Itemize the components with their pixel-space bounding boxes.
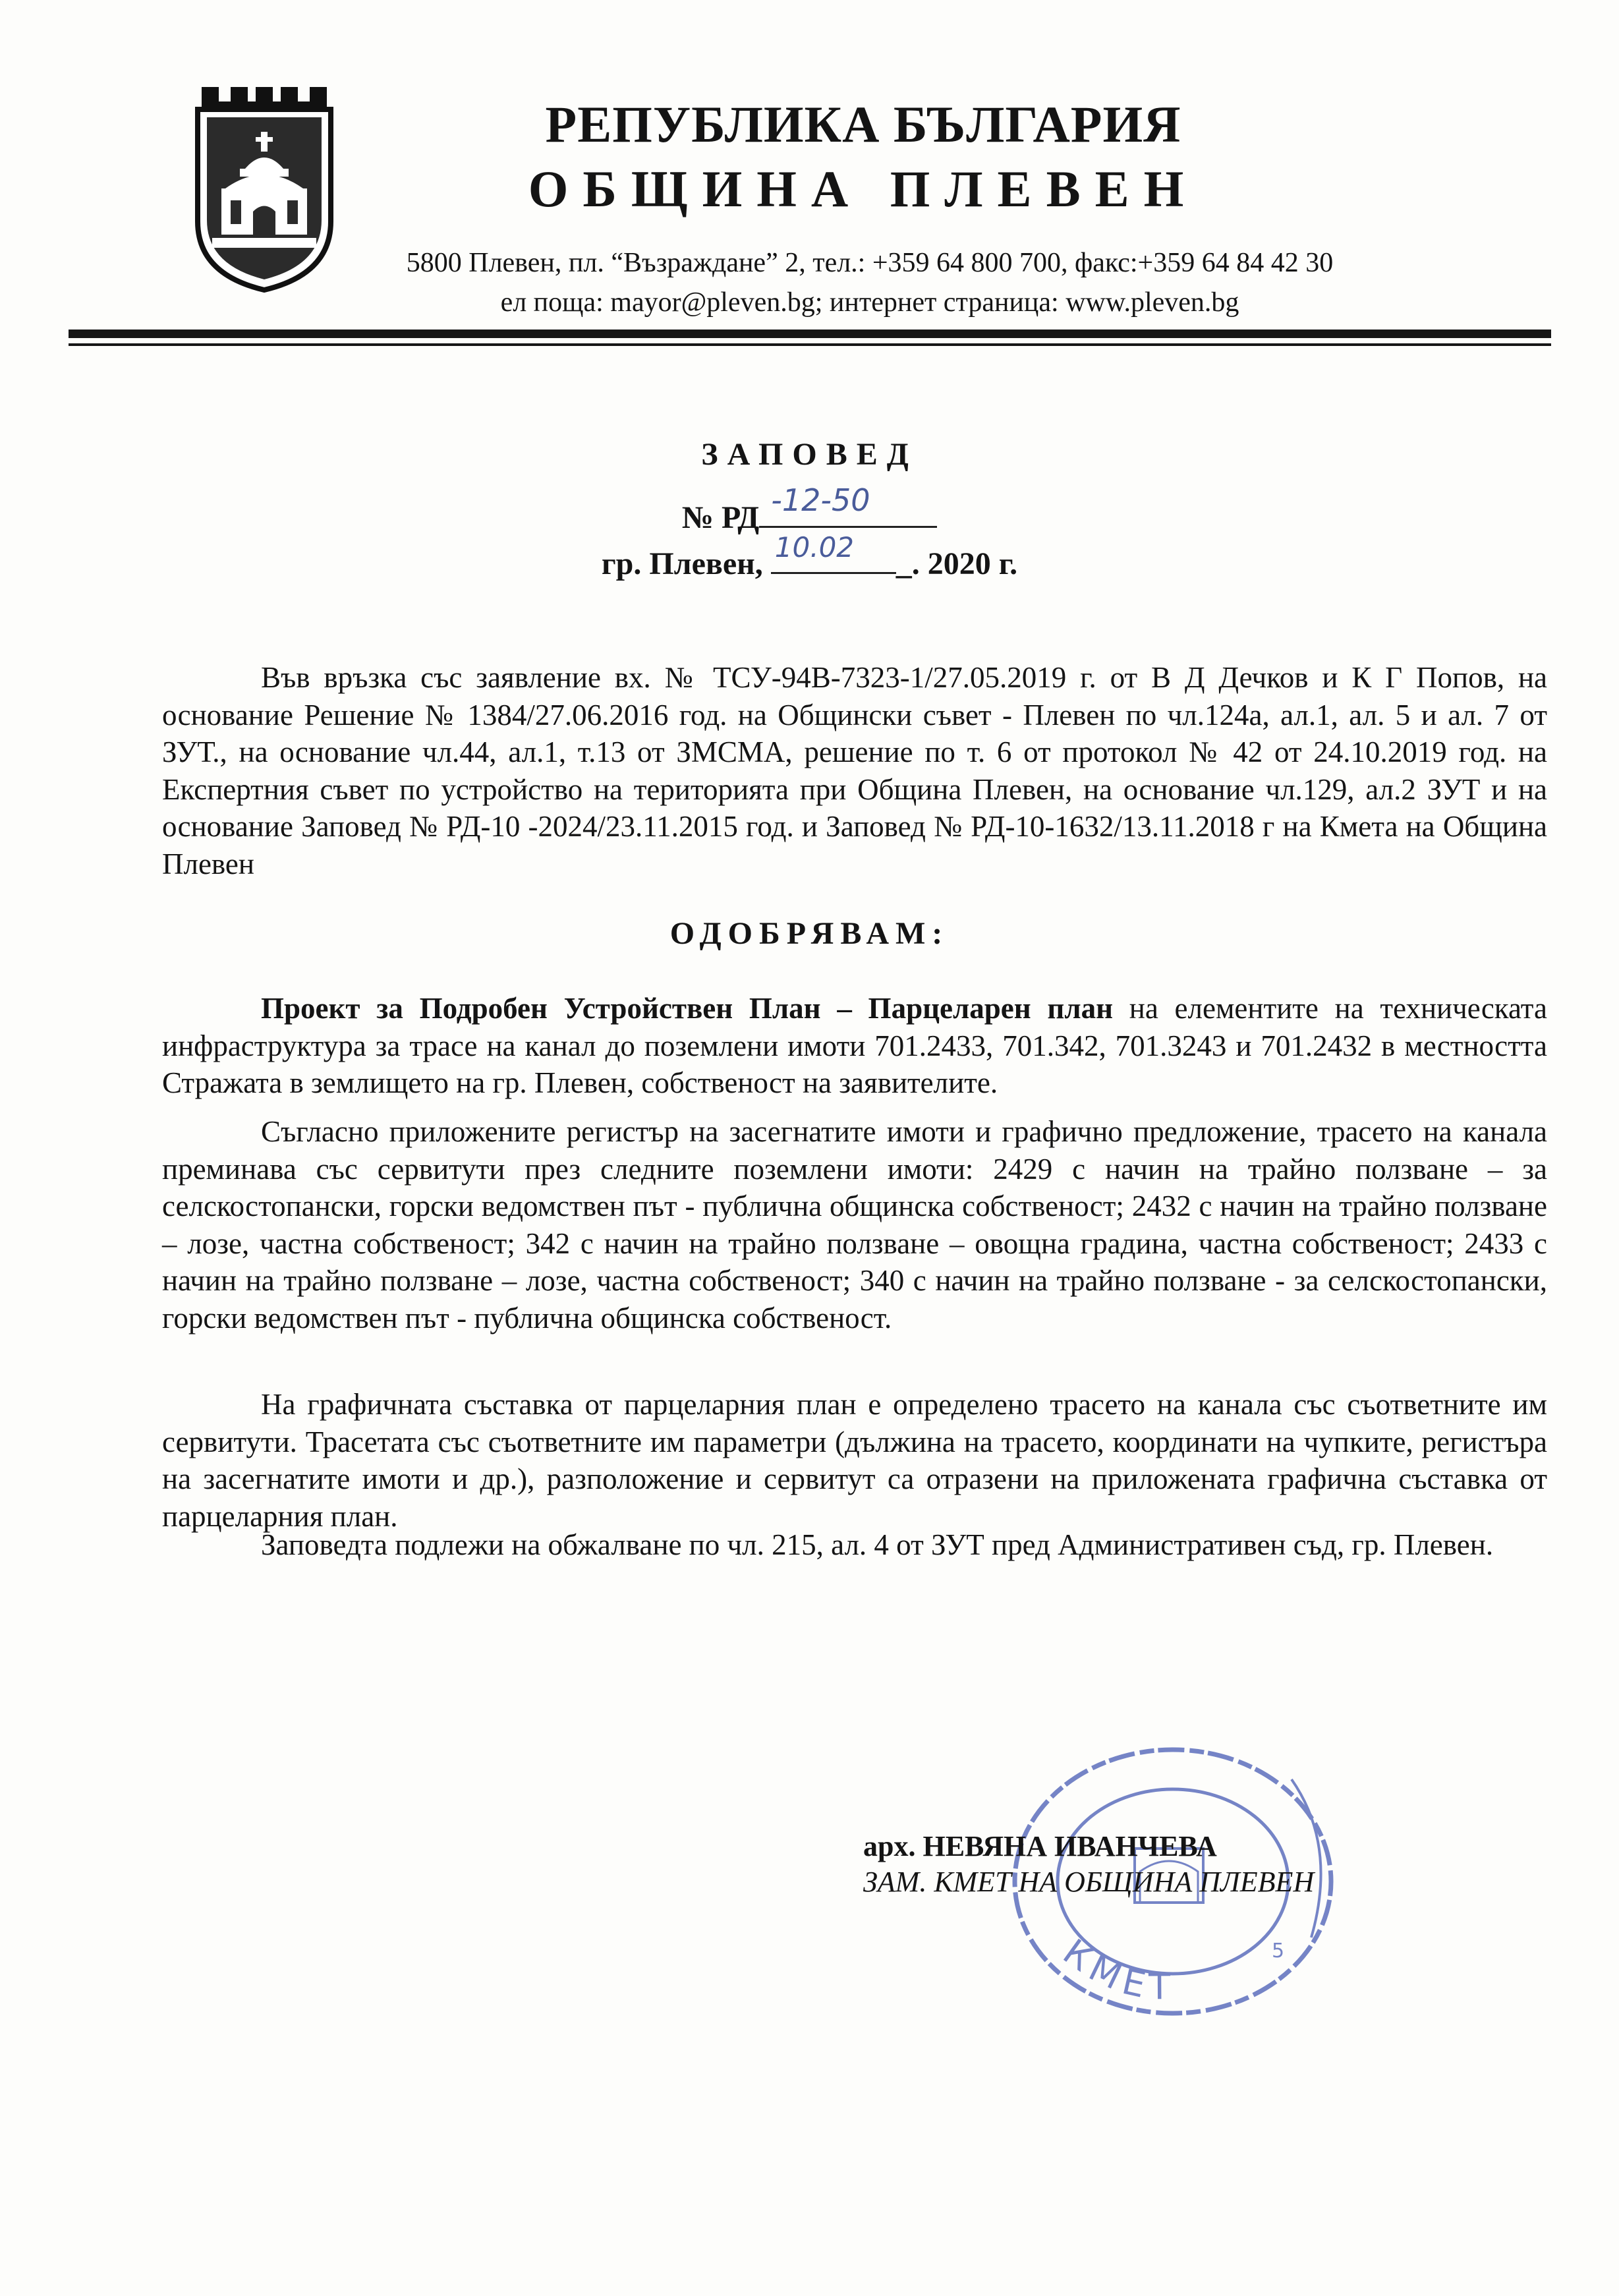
paragraph-graphic-component [162,1386,1547,1535]
header-rule-thick [69,330,1551,338]
paragraph-project [162,990,1547,1102]
signatory-role: ЗАМ. КМЕТ НА ОБЩИНА ПЛЕВЕН [863,1866,1315,1898]
header-contacts: ел поща: mayor@pleven.bg; интернет страница: www.pleven.bg [500,287,1239,318]
paragraph-legal-basis [162,659,1547,882]
project-description: на елементите на техническата инфраструктура за трасе на канал до поземлени имоти 701.2433, 701.342, 701.3243 и 701.2432 в местността Стражата в землището на гр. Плевен, собственост на заявителите. [162,992,1547,1099]
project-title: Проект за Подробен Устройствен План – Парцеларен план [261,992,1114,1025]
approve-heading: ОДОБРЯВАМ: [669,916,950,951]
header-title-municipality: ОБЩИНА ПЛЕВЕН [528,160,1199,217]
stamp-text: КМЕТ [1055,1931,1178,2008]
header-address: 5800 Плевен, пл. “Възраждане” 2, тел.: +359 64 800 700, факс:+359 64 84 42 30 [406,248,1334,278]
order-number-handwritten: -12-50 [771,482,870,518]
signatory-name: арх. НЕВЯНА ИВАНЧЕВА [863,1830,1217,1862]
order-date-blank [771,531,896,574]
paragraph-route-servitudes [162,1113,1547,1336]
paragraph-legal-basis-text: Във връзка със заявление вх. № ТСУ-94В-7323-1/27.05.2019 г. от В Д Дечков и К Г Попов, на основание Решение № 1384/27.06.2016 год. на Общински съвет - Плевен по чл.124а, ал.1, ал. 5 и ал. 7 от ЗУТ., на основание чл.44, ал.1, т.13 от ЗМСМА, решение по т. 6 от протокол № 42 от 24.10.2019 год. на Експертния съвет по устройство на територията при Община Плевен, на основание чл.129, ал.2 ЗУТ и на основание Заповед № РД-10 -2024/23.11.2015 год. и Заповед № РД-10-1632/13.11.2018 г на Кмета на Община Плевен [162,661,1547,880]
paragraph-graphic-component-text: На графичната съставка от парцеларния план е определено трасето на канала със съответните им сервитути. Трасетата със съответните им параметри (дължина на трасето, координати на чупките, регистъра на засегнатите имоти и др.), разположение и сервитут са отразени на приложената графична съставка от парцеларния план. [162,1388,1547,1533]
order-number-prefix: № РД [681,500,760,535]
order-year: _. 2020 г. [895,546,1018,581]
pleven-coat-of-arms-icon [192,83,336,293]
order-number [0,482,1619,536]
paragraph-appeal [162,1526,1547,1564]
order-date-handwritten: 10.02 [774,531,855,563]
order-place-date [0,531,1619,582]
paragraph-route-servitudes-text: Съгласно приложените регистър на засегнатите имоти и графично предложение, трасето на канала преминава със сервитути през следните поземлени имоти: 2429 с начин на трайно ползване – за селскостопански, горски ведомствен път - публична общинска собственост; 2432 с начин на трайно ползване – лозе, частна собственост; 342 с начин на трайно ползване – овощна градина, частна собственост; 2433 с начин на трайно ползване – лозе, частна собственост; 340 с начин на трайно ползване - за селскостопански, горски ведомствен път - публична общинска собственост. [162,1115,1547,1335]
paragraph-appeal-text: Заповедта подлежи на обжалване по чл. 215, ал. 4 от ЗУТ пред Административен съд, гр. Плевен. [261,1528,1494,1561]
order-city: гр. Плевен, [601,546,763,581]
stamp-number: 5 [1272,1939,1285,1963]
header-title-republic: РЕПУБЛИКА БЪЛГАРИЯ [545,96,1181,153]
order-number-blank [759,482,937,528]
order-title: ЗАПОВЕД [701,437,918,472]
header-rule-thin [69,343,1551,346]
svg-text:КМЕТ [1056,1931,1177,2007]
